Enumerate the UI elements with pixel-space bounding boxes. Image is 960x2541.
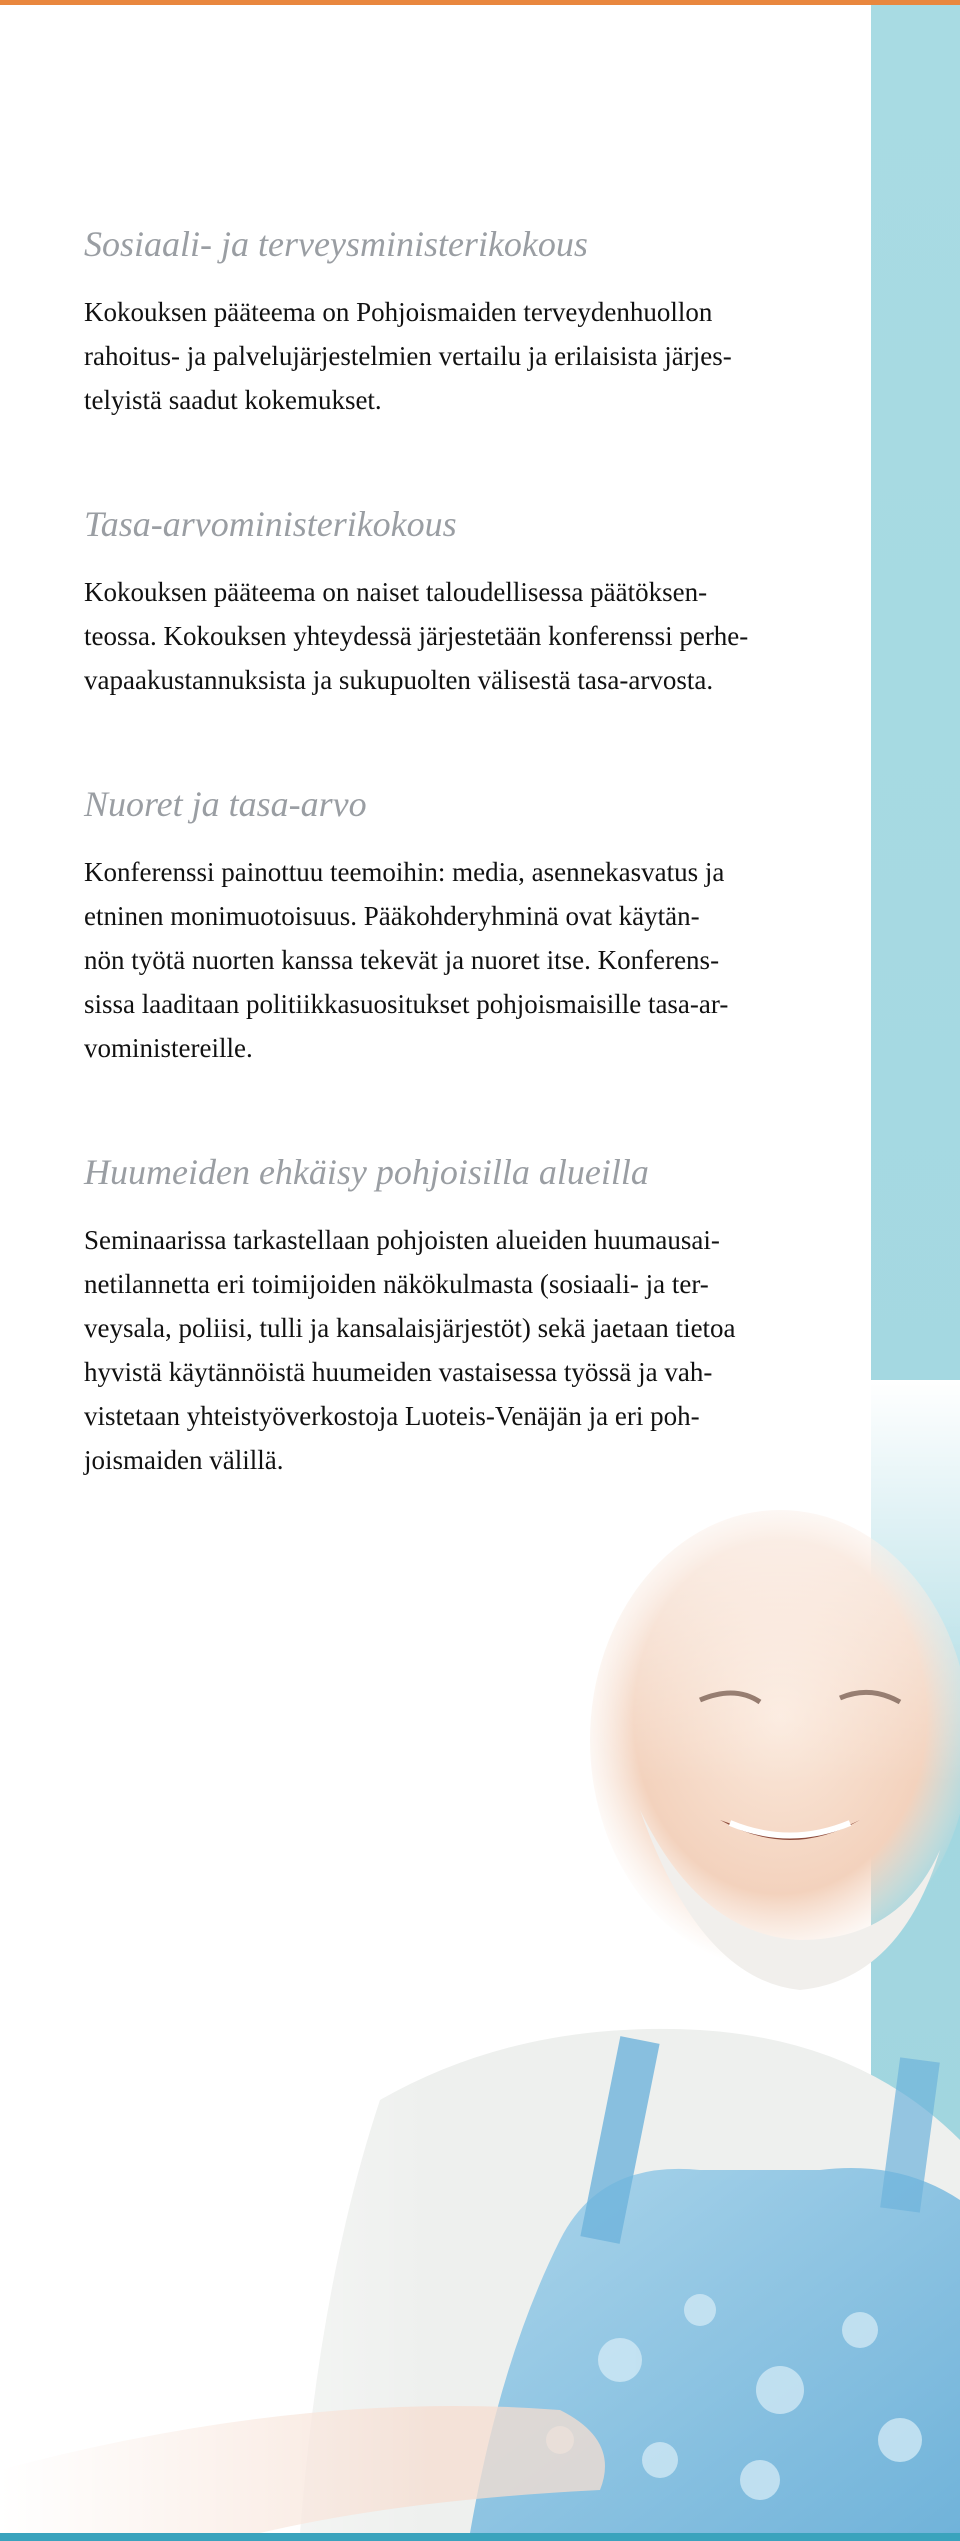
section-paragraph: Kokouksen pääteema on Pohjoismaiden terveydenhuollon rahoitus- ja palvelujärjestelmien vertailu ja erilaisista järjes- telyistä saadut kokemukset. [84,297,732,415]
section-social-health [84,220,844,422]
section-heading: Tasa-arvoministerikokous [84,504,457,544]
section-paragraph: Seminaarissa tarkastellaan pohjoisten alueiden huumausai- netilannetta eri toimijoiden näkökulmasta (sosiaali- ja ter- veysala, poliisi, tulli ja kansalaisjärjestöt) sekä jaetaan tietoa hyvistä käytännöistä huumeiden vastaisessa työssä ja vah- vistetaan yhteistyöverkostoja Luoteis-Venäjän ja eri poh- joismaiden välillä. [84,1225,736,1475]
bottom-accent-rule [0,2533,960,2541]
section-drug-prevention [84,1148,844,1482]
section-paragraph: Konferenssi painottuu teemoihin: media, asennekasvatus ja etninen monimuotoisuus. Pääkohderyhminä ovat käytän- nön työtä nuorten kanssa tekevät ja nuoret itse. Konferens- sissa laaditaan politiikkasuositukset pohjoismaisille tasa-ar- voministereille. [84,857,729,1063]
top-accent-rule [0,0,960,5]
section-youth-equality [84,780,844,1070]
section-heading: Sosiaali- ja terveysministerikokous [84,224,588,264]
section-paragraph: Kokouksen pääteema on naiset taloudellisessa päätöksen- teossa. Kokouksen yhteydessä järjestetään konferenssi perhe- vapaakustannuksista ja sukupuolten välisestä tasa-arvosta. [84,577,749,695]
article-body [84,220,844,1560]
section-equality-ministers [84,500,844,702]
section-heading: Nuoret ja tasa-arvo [84,784,367,824]
section-heading: Huumeiden ehkäisy pohjoisilla alueilla [84,1152,649,1192]
